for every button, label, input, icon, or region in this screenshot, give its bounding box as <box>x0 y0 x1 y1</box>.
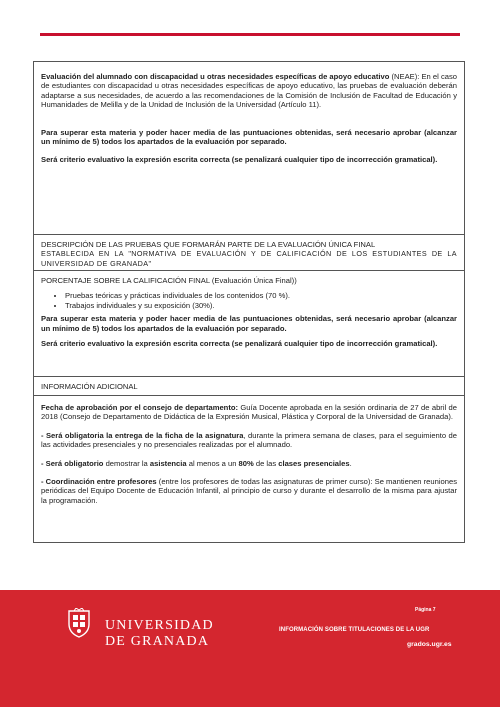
footer-site-link[interactable]: grados.ugr.es <box>407 641 452 648</box>
writing-rule: Será criterio evaluativo la expresión escrita correcta (se penalizará cualquier tipo de incorrección gramatical). <box>41 339 438 349</box>
tests-heading-line2: ESTABLECIDA EN LA "NORMATIVA DE EVALUACIÓN Y DE CALIFICACIÓN DE LOS ESTUDIANTES DE LA UNIVERSIDAD DE GRANADA" <box>41 249 457 268</box>
page-footer <box>0 590 500 707</box>
page-number: Página 7 <box>415 607 436 613</box>
coordination-label: - Coordinación entre profesores <box>41 477 157 487</box>
ficha-label: - Será obligatoria la entrega de la ficha de la asignatura <box>41 430 244 440</box>
additional-info-section <box>33 395 465 543</box>
attendance-classes: clases presenciales <box>278 458 350 468</box>
attendance-text: de las <box>253 458 279 468</box>
pass-rule: Para superar esta materia y poder hacer media de las puntuaciones obtenidas, será necesario aprobar (alcanzar un mínimo de 5) todos los apartados de la evaluación por separado. <box>41 314 457 333</box>
attendance-percent: 80% <box>238 458 254 468</box>
neae-paragraph <box>41 72 457 110</box>
writing-rule: Será criterio evaluativo la expresión escrita correcta (se penalizará cualquier tipo de incorrección gramatical). <box>41 155 438 165</box>
neae-text: En el caso de estudiantes con discapacidad u otras necesidades específicas de apoyo educativo, las pruebas de evaluación deberán adaptarse a sus necesidades, de acuerdo a las recomendaciones de la Comisión de Inclusión de Facultad de Educación y Humanidades de Melilla y de la Unidad de Inclusión de la Universidad (Artículo 11). <box>41 72 457 110</box>
coordination-text: (entre los profesores de todas las asignaturas de primer curso): Se mantienen reuniones periódicas del Equipo Docente de Educación Infantil, al principio de curso y durante el desarrollo de la misma para ajustar la programación. <box>41 477 457 505</box>
additional-info-header <box>33 376 465 396</box>
attendance-label: - Será obligatorio <box>41 458 104 468</box>
ficha-paragraph <box>41 431 457 450</box>
percentage-section <box>33 270 465 377</box>
attendance-text: . <box>349 458 352 468</box>
attendance-text: al menos a un <box>186 458 239 468</box>
pass-rule: Para superar esta materia y poder hacer media de las puntuaciones obtenidas, será necesario aprobar (alcanzar un mínimo de 5) todos los apartados de la evaluación por separado. <box>41 127 457 147</box>
university-name-line1: UNIVERSIDAD <box>105 618 214 633</box>
coordination-paragraph <box>41 477 457 505</box>
approval-text: Guía Docente aprobada en la sesión ordinaria de 27 de abril de 2018 (Consejo de Departamento de Didáctica de la Expresión Musical, Plástica y Corporal de la Universidad de Granada). <box>41 403 457 422</box>
additional-info-heading: INFORMACIÓN ADICIONAL <box>41 382 138 391</box>
neae-section <box>33 61 465 235</box>
neae-title: Evaluación del alumnado con discapacidad u otras necesidades específicas de apoyo educativo <box>41 72 390 81</box>
tests-description-section <box>33 234 465 271</box>
tests-heading-line1: DESCRIPCIÓN DE LAS PRUEBAS QUE FORMARÁN PARTE DE LA EVALUACIÓN ÚNICA FINAL <box>41 240 376 249</box>
percentage-heading: PORCENTAJE SOBRE LA CALIFICACIÓN FINAL (Evaluación Única Final)) <box>41 276 297 285</box>
university-name-line2: DE GRANADA <box>105 634 210 649</box>
ficha-text: , durante la primera semana de clases, para el seguimiento de las actividades presenciales y no presenciales realizadas por el alumnado. <box>41 430 457 450</box>
list-item: • Trabajos individuales y su exposición (30%). <box>65 301 457 310</box>
attendance-paragraph <box>41 459 457 468</box>
list-item: • Pruebas teóricas y prácticas individuales de los contenidos (70 %). <box>65 291 457 300</box>
footer-info: INFORMACIÓN SOBRE TITULACIONES DE LA UGR <box>279 627 430 633</box>
approval-paragraph <box>41 403 457 422</box>
neae-abbr: (NEAE): <box>389 72 422 81</box>
attendance-text: demostrar la <box>103 458 150 468</box>
ugr-shield-icon <box>66 608 92 638</box>
approval-label: Fecha de aprobación por el consejo de departamento: <box>41 403 239 412</box>
percentage-list <box>41 291 457 310</box>
attendance-word: asistencia <box>149 458 187 468</box>
top-red-rule <box>40 33 460 36</box>
